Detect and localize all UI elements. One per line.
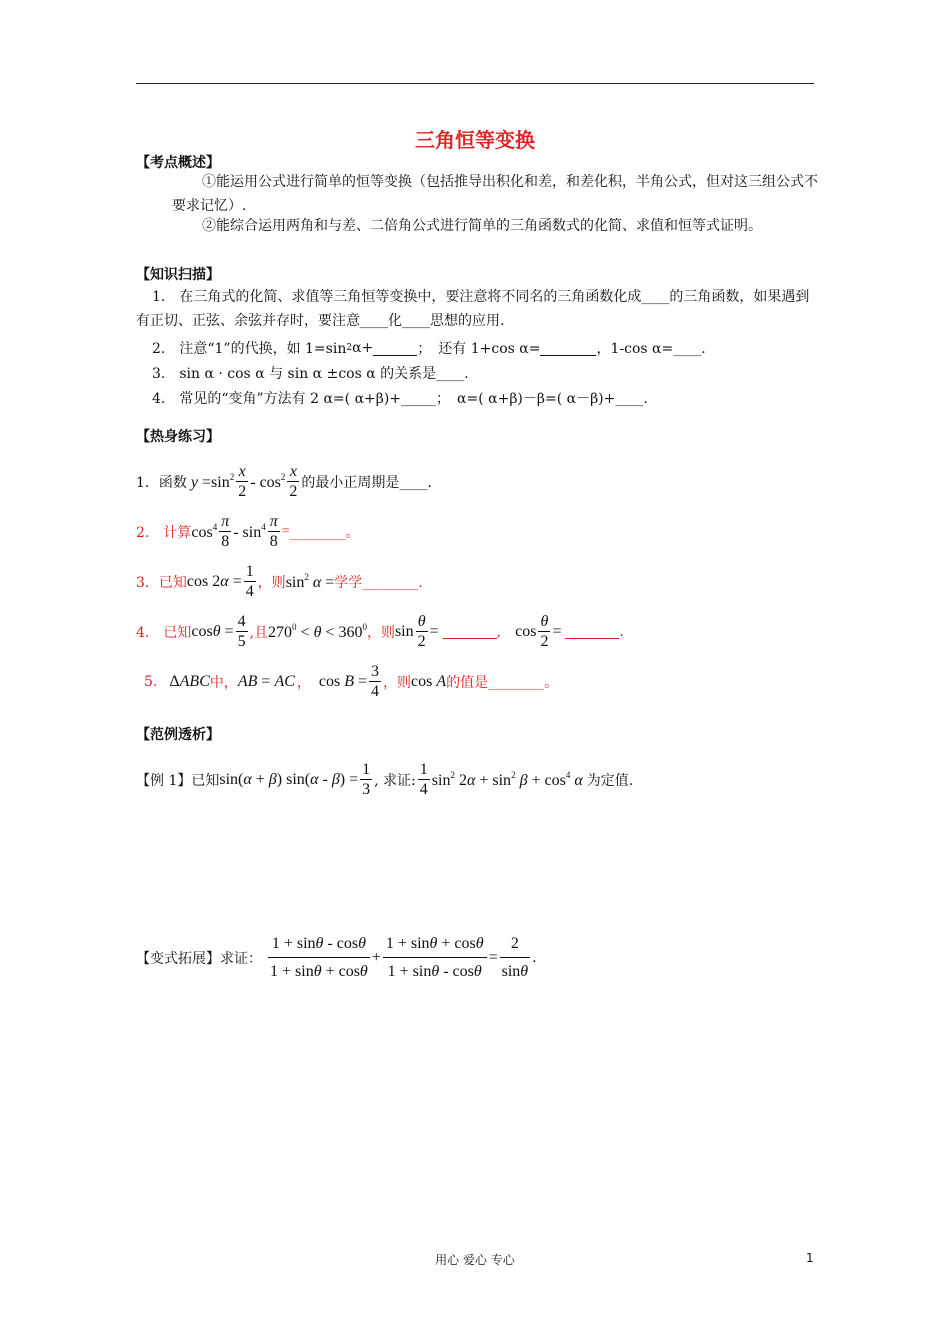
warmup-q4: 4. 已知 cosθ = $\frac{4}{5}$ ,且 $270^0 < \theta < 360^0$ ，则 sin $\frac{\theta}{2}$ = , cos $\frac{\theta}{2}$ = . (136, 613, 624, 650)
footer-text: 用心 爱心 专心 (435, 1253, 515, 1267)
section-examples: 【范例透析】 (136, 727, 220, 743)
fraction: $\frac{\pi}{8}$ (221, 513, 230, 550)
example-1: 【例 1】已知 sin(α + β) sin(α - β) = $\frac{1}{3}$ , 求证: $\frac{1}{4}$ $\sin^2 2\alpha + \sin^2 \beta + \cos^4 \alpha$ 为定值. (136, 761, 634, 798)
scan-item-2-a: 2. 注意“1”的代换，如 1=sin (152, 341, 347, 357)
q5-mid: 中， (209, 674, 238, 691)
q3-post: 学学________. (334, 574, 423, 591)
blank (443, 624, 497, 639)
q2-pre: 2. 计算 (136, 524, 192, 541)
scan-item-4: 4. 常见的“变角”方法有 2 α=( α+β)+_____； α=( α+β)－β=( α－β)+____. (152, 391, 648, 407)
q1-formula: $y =\sin^2$ (190, 471, 235, 491)
fraction: $\frac{1 + \sin\theta - \cos\theta}{1 + \sin\theta + \cos\theta}$ (270, 935, 368, 980)
scan-item-1: 1. 在三角式的化简、求值等三角恒等变换中，要注意将不同名的三角函数化成____的三角函数，如果遇到有正切、正弦、余弦并存时，要注意____化____思想的应用. (136, 289, 810, 329)
warmup-q5: 5. ΔABC 中， AB = AC ， cos B = $\frac{3}{4}$ ，则 cos A 的值是________。 (144, 663, 559, 700)
variant-post: . (532, 949, 537, 966)
q5-then: ，则 (383, 674, 412, 691)
q4-mid: ,且 (249, 624, 269, 641)
scan-item-2-b: α+ (352, 340, 374, 356)
variant-label: 【变式拓展】求证： (136, 950, 262, 967)
section-scan: 【知识扫描】 (136, 267, 220, 283)
header-rule (136, 83, 814, 84)
fraction: $\frac{\pi}{8}$ (269, 513, 278, 550)
section-warmup: 【热身练习】 (136, 429, 220, 445)
fraction: $\frac{\theta}{2}$ (540, 613, 549, 650)
page-title: 三角恒等变换 (415, 128, 535, 152)
q3-pre: 3．已知 (136, 574, 187, 591)
q4-post: . (619, 623, 624, 640)
fraction: $\frac{3}{4}$ (371, 663, 380, 700)
overview-item-1: ①能运用公式进行简单的恒等变换（包括推导出积化和差，和差化积，半角公式，但对这三组公式不要求记忆）. (172, 174, 818, 214)
fraction: $\frac{1}{4}$ (419, 761, 428, 798)
scan-item-2-d: ，1-cos α=____. (596, 341, 706, 357)
scan-item-3: 3. sin α · cos α 与 sin α ±cos α 的关系是____. (152, 366, 469, 382)
q5-post: 的值是________。 (446, 674, 559, 691)
fraction: $\frac{\theta}{2}$ (417, 613, 426, 650)
example-1-post: 为定值. (586, 772, 634, 789)
blank (565, 624, 619, 639)
example-1-label: 【例 1】已知 (136, 772, 220, 789)
section-overview: 【考点概述】 (136, 155, 220, 171)
variant-proof: 【变式拓展】求证： $\frac{1 + \sin\theta - \cos\theta}{1 + \sin\theta + \cos\theta}$ + $\frac{1 + \sin\theta + \cos\theta}{1 + \sin\theta - \cos\theta}$ = $\frac{2}{\sin\theta}$ . (136, 935, 537, 980)
fraction: $\frac{1 + \sin\theta + \cos\theta}{1 + \sin\theta - \cos\theta}$ (383, 934, 487, 981)
fraction: $\frac{x}{2}$ (289, 463, 298, 500)
warmup-q1: 1．函数 $y =\sin^2$ $\frac{x}{2}$ - $\cos^2$ $\frac{x}{2}$ 的最小正周期是____. (136, 463, 432, 500)
q4-then: ，则 (366, 624, 395, 641)
page-number: 1 (806, 1251, 814, 1265)
blank (373, 341, 417, 356)
scan-item-2 (152, 338, 706, 358)
warmup-q2: 2. 计算 $\cos^4$ $\frac{\pi}{8}$ - $\sin^4$ $\frac{\pi}{8}$ = ________。 (136, 513, 360, 550)
scan-item-2-c: ； 还有 1+cos α= (417, 341, 541, 357)
overview-item-2: ②能综合运用两角和与差、二倍角公式进行简单的三角函数式的化简、求值和恒等式证明。 (202, 218, 762, 234)
fraction: $\frac{1}{3}$ (362, 761, 371, 798)
fraction: $\frac{2}{\sin\theta}$ (501, 935, 529, 980)
blank (540, 341, 596, 356)
fraction: $\frac{4}{5}$ (237, 613, 246, 650)
exp-2: 2 (346, 343, 353, 353)
q1-post: 的最小正周期是____. (301, 474, 432, 491)
warmup-q3: 3．已知 cos 2α = $\frac{1}{4}$ ，则 $\sin^2 \alpha$ = 学学________. (136, 563, 423, 600)
q4-pre: 4. 已知 (136, 624, 192, 641)
q5-pre: 5. (144, 673, 158, 690)
fraction: $\frac{1}{4}$ (245, 563, 254, 600)
example-1-mid: , 求证: (374, 772, 416, 789)
q2-post: ________。 (289, 524, 360, 541)
q3-mid: ，则 (257, 574, 286, 591)
fraction: $\frac{x}{2}$ (238, 463, 247, 500)
q1-pre: 1．函数 (136, 474, 187, 491)
